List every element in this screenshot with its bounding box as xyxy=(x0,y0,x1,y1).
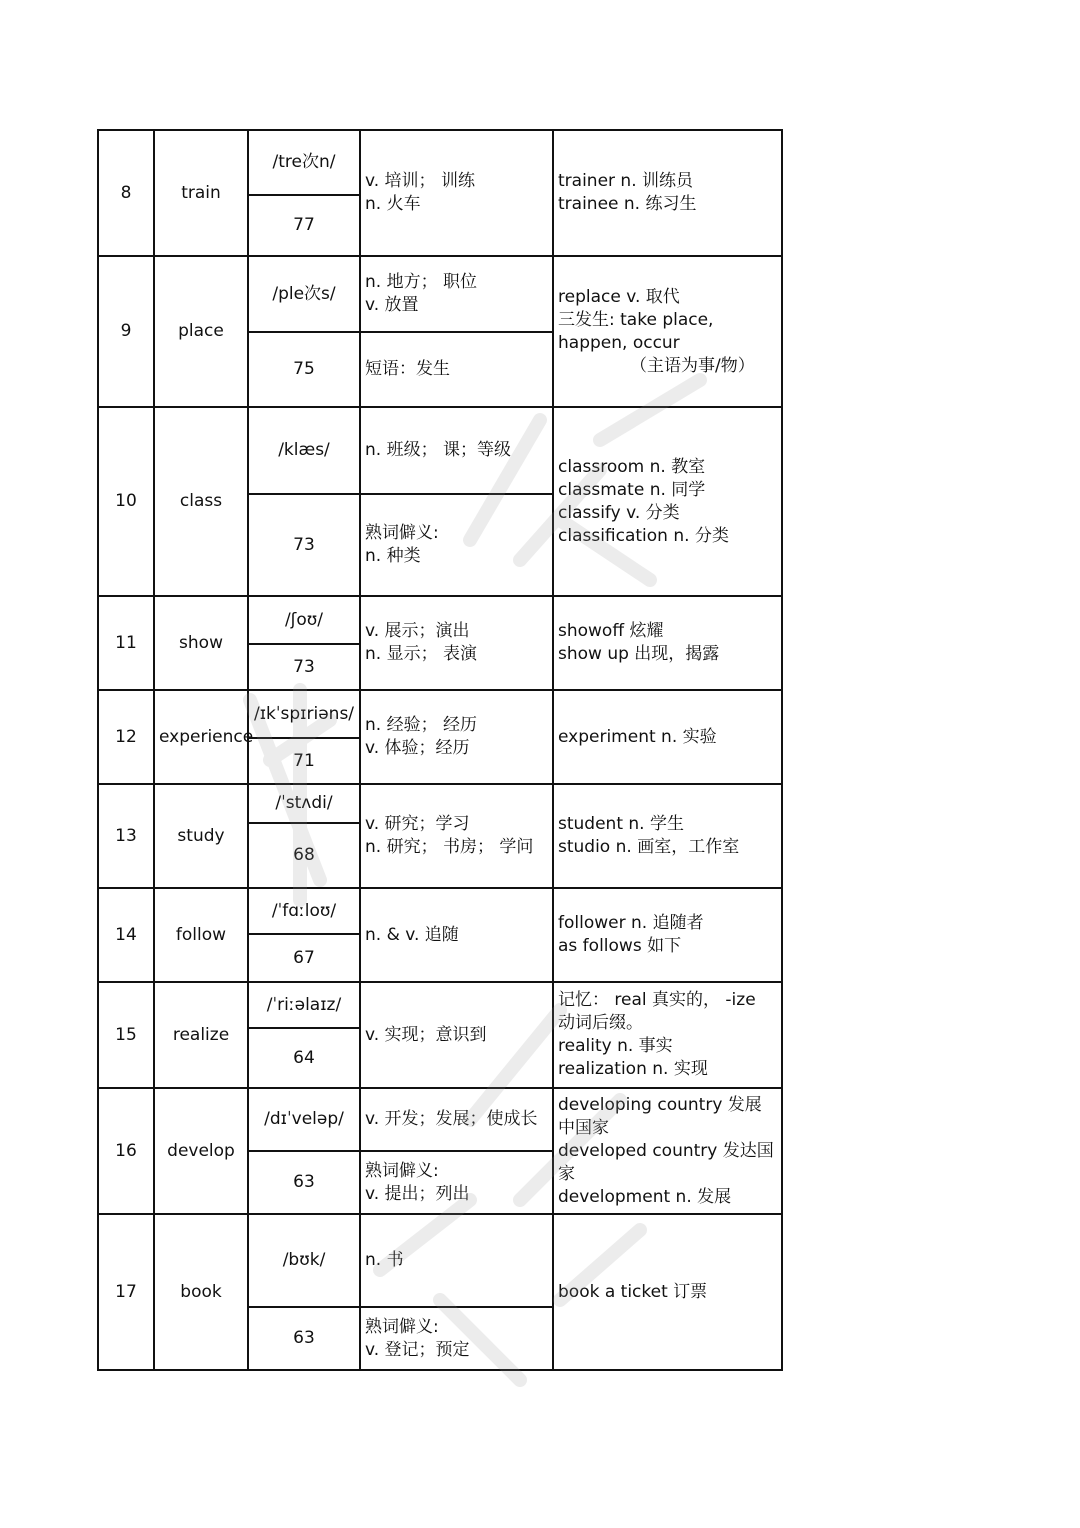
derivative-line: student n. 学生 xyxy=(558,814,684,834)
meaning-line: 熟词僻义: xyxy=(365,1160,439,1181)
derivative-line: as follows 如下 xyxy=(558,936,682,956)
headword: train xyxy=(154,130,248,256)
meaning-line: n. 书 xyxy=(365,1250,404,1270)
headword: study xyxy=(154,784,248,888)
meaning-line: 短语：发生 xyxy=(365,359,450,379)
headword: follow xyxy=(154,888,248,982)
phonetic: /ˈstʌdi/ xyxy=(248,784,360,823)
derivative-line: show up 出现，揭露 xyxy=(558,644,720,664)
meaning-line: v. 开发；发展；使成长 xyxy=(365,1109,538,1129)
derivative-line: classroom n. 教室 xyxy=(558,456,706,477)
frequency: 68 xyxy=(248,823,360,888)
derivative-line: classmate n. 同学 xyxy=(558,479,706,500)
frequency: 71 xyxy=(248,738,360,784)
derivative-line: book a ticket 订票 xyxy=(558,1281,708,1302)
derivative-line: trainer n. 训练员 xyxy=(558,171,694,191)
row-number: 10 xyxy=(98,407,154,596)
derivative-line: experiment n. 实验 xyxy=(558,726,717,747)
derivative-line: realization n. 实现 xyxy=(558,1059,708,1079)
derivative-line: studio n. 画室，工作室 xyxy=(558,837,740,857)
phonetic: /tre次n/ xyxy=(248,130,360,195)
meaning-line: n. 显示； 表演 xyxy=(365,644,477,664)
derivative-line: developed country 发达国家 xyxy=(558,1140,774,1184)
headword: class xyxy=(154,407,248,596)
row-number: 8 xyxy=(98,130,154,256)
derivative-line: 三发生: take place, xyxy=(558,309,714,330)
frequency: 63 xyxy=(248,1151,360,1214)
derivative-line: classification n. 分类 xyxy=(558,525,729,546)
meaning-line: v. 实现；意识到 xyxy=(365,1024,487,1045)
row-number: 14 xyxy=(98,888,154,982)
row-number: 13 xyxy=(98,784,154,888)
derivative-line: developing country 发展中国家 xyxy=(558,1094,762,1138)
headword: experience xyxy=(154,690,248,784)
row-number: 15 xyxy=(98,982,154,1088)
meaning-line: v. 提出；列出 xyxy=(365,1183,470,1204)
meaning-line: n. 经验； 经历 xyxy=(365,715,477,735)
frequency: 67 xyxy=(248,934,360,982)
phonetic: /ɪkˈspɪriəns/ xyxy=(248,690,360,738)
derivative-line: 记忆： real 真实的， -ize 动词后缀。 xyxy=(558,990,756,1033)
headword: book xyxy=(154,1214,248,1370)
phonetic: /ʃoʊ/ xyxy=(248,596,360,644)
derivative-line: trainee n. 练习生 xyxy=(558,194,697,214)
meaning-line: n. 地方； 职位 xyxy=(365,272,477,292)
meaning-line: n. 班级； 课；等级 xyxy=(365,440,511,460)
meaning-line: 熟词僻义: xyxy=(365,1316,439,1337)
headword: realize xyxy=(154,982,248,1088)
meaning-line: v. 展示；演出 xyxy=(365,621,470,641)
meaning-line: v. 放置 xyxy=(365,295,419,315)
phonetic: /ˈfɑːloʊ/ xyxy=(248,888,360,934)
meaning-line: n. 研究； 书房； 学问 xyxy=(365,837,534,857)
derivative-line: replace v. 取代 xyxy=(558,286,680,307)
headword: develop xyxy=(154,1088,248,1214)
row-number: 11 xyxy=(98,596,154,690)
meaning-line: 熟词僻义: xyxy=(365,523,439,543)
meaning-line: v. 体验；经历 xyxy=(365,738,470,758)
derivative-line: reality n. 事实 xyxy=(558,1036,673,1056)
derivative-line: classify v. 分类 xyxy=(558,502,680,523)
meaning-line: n. 火车 xyxy=(365,194,421,214)
phonetic: /ˈriːəlaɪz/ xyxy=(248,982,360,1028)
row-number: 12 xyxy=(98,690,154,784)
frequency: 73 xyxy=(248,494,360,596)
meaning-line: n. 种类 xyxy=(365,546,421,566)
derivative-line: （主语为事/物） xyxy=(630,355,755,376)
meaning-line: v. 培训； 训练 xyxy=(365,171,475,191)
frequency: 73 xyxy=(248,644,360,690)
meaning-line: v. 研究；学习 xyxy=(365,814,470,834)
meaning-line: v. 登记；预定 xyxy=(365,1339,470,1360)
phonetic: /dɪˈveləp/ xyxy=(248,1088,360,1151)
phonetic: /ple次s/ xyxy=(248,256,360,332)
frequency: 75 xyxy=(248,332,360,407)
row-number: 16 xyxy=(98,1088,154,1214)
frequency: 77 xyxy=(248,195,360,256)
derivative-line: happen, occur xyxy=(558,332,680,353)
headword: show xyxy=(154,596,248,690)
headword: place xyxy=(154,256,248,407)
phonetic: /bʊk/ xyxy=(248,1214,360,1307)
phonetic: /klæs/ xyxy=(248,407,360,494)
frequency: 63 xyxy=(248,1307,360,1370)
row-number: 9 xyxy=(98,256,154,407)
derivative-line: follower n. 追随者 xyxy=(558,913,704,933)
frequency: 64 xyxy=(248,1028,360,1088)
row-number: 17 xyxy=(98,1214,154,1370)
derivative-line: development n. 发展 xyxy=(558,1186,732,1207)
derivative-line: showoff 炫耀 xyxy=(558,621,664,641)
meaning-line: n. & v. 追随 xyxy=(365,924,459,945)
